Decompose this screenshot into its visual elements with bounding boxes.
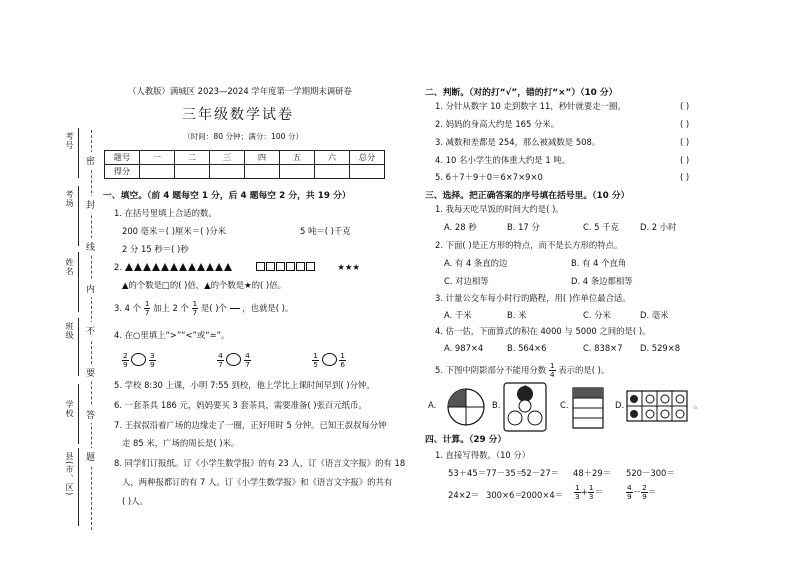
seal-char: 密 bbox=[86, 152, 95, 169]
compare-circle[interactable] bbox=[322, 353, 337, 366]
calc-item-fraction: $\frac{1}{3}$ + $\frac{1}{3}$ ＝ bbox=[575, 483, 603, 501]
s1-q1a: 200 毫米＝( )厘米＝( )分米 bbox=[122, 226, 227, 236]
s2-answer-paren[interactable]: ( ) bbox=[680, 137, 690, 147]
s3-q2: 2. 下面( )是正方形的特点，而不是长方形的特点。 bbox=[435, 240, 623, 250]
score-table-cell: 三 bbox=[210, 151, 245, 165]
s1-q1b: 5 吨＝( )千克 bbox=[300, 226, 351, 236]
denominator: 4 bbox=[549, 370, 555, 379]
s1-q2-text: ▲的个数是□的( )倍，▲的个数是★的( )倍。 bbox=[122, 280, 286, 290]
exam-subtitle: （人教版）满城区 2023—2024 学年度第一学期期末调研卷 bbox=[128, 86, 352, 96]
fraction bbox=[244, 352, 251, 369]
fraction bbox=[144, 300, 151, 317]
margin-line bbox=[78, 384, 79, 444]
s1-q8a: 8. 同学们订报纸。订《小学生数学报》的有 23 人，订《语言文字报》的有 18 bbox=[114, 458, 406, 468]
numerator: 4 bbox=[245, 351, 250, 360]
calc-item-fraction: $\frac{4}{9}$ － $\frac{2}{9}$ ＝ bbox=[627, 483, 657, 501]
s3-option: A. 千米 bbox=[444, 310, 472, 320]
fraction bbox=[641, 484, 648, 501]
denominator: 9 bbox=[642, 492, 647, 501]
fraction bbox=[626, 484, 633, 501]
margin-line bbox=[78, 252, 79, 312]
margin-line bbox=[78, 186, 79, 246]
numerator: 1 bbox=[340, 351, 345, 360]
margin-kaochang: 考场 bbox=[65, 190, 74, 208]
exam-time: （时间：80 分钟；满分：100 分） bbox=[183, 132, 304, 141]
s3-option: A. 28 秒 bbox=[444, 222, 477, 232]
section2-heading: 二、判断。（对的打“√”，错的打“×”）（10 分） bbox=[425, 88, 618, 98]
margin-line bbox=[78, 448, 79, 526]
s1-q4-compare bbox=[122, 352, 346, 369]
figure-c-label: C. bbox=[560, 400, 569, 410]
score-table-cell: 得分 bbox=[105, 165, 140, 179]
circle-quarter-shaded-figure bbox=[446, 387, 486, 427]
denominator: 5 bbox=[313, 360, 318, 369]
s1-q3-part: 加上 2 个 bbox=[153, 303, 189, 313]
numerator: 1 bbox=[549, 361, 555, 370]
calc-item: 53＋45＝ bbox=[448, 468, 487, 478]
s1-q3-part: 3. 4 个 bbox=[114, 303, 142, 313]
s2-item: 1. 分针从数字 10 走到数字 11，秒针就要走一圈。 bbox=[435, 101, 626, 111]
grid-quarter-shaded-figure bbox=[626, 390, 688, 422]
margin-xingming: 姓名 bbox=[65, 258, 74, 276]
denominator: 9 bbox=[150, 360, 155, 369]
s2-item: 2. 妈妈的身高大约是 165 分米。 bbox=[435, 119, 560, 129]
numerator: 1 bbox=[313, 351, 318, 360]
score-table-cell: 六 bbox=[315, 151, 350, 165]
s3-option: A. 有 4 条直的边 bbox=[444, 258, 508, 268]
section4-heading: 四、计算。（29 分） bbox=[425, 435, 507, 445]
section1-heading: 一、填空。（前 4 题每空 1 分，后 4 题每空 2 分，共 19 分） bbox=[103, 191, 351, 201]
numerator: 1 bbox=[144, 299, 150, 308]
figure-a-label: A. bbox=[428, 400, 437, 410]
square-icon bbox=[256, 262, 316, 272]
score-input-cell[interactable] bbox=[315, 165, 350, 179]
s3-option: D. 毫米 bbox=[640, 310, 669, 320]
score-table-cell: 一 bbox=[140, 151, 175, 165]
s2-item: 4. 10 名小学生的体重大约是 1 吨。 bbox=[435, 155, 571, 165]
s3-option: D. 4 条边都相等 bbox=[571, 276, 633, 286]
s1-q1c: 2 分 15 秒＝( )秒 bbox=[122, 244, 189, 254]
denominator: 7 bbox=[218, 360, 223, 369]
calc-item: 520－300＝ bbox=[626, 468, 675, 478]
s1-q8b: 人，两种报都订的有 7 人。订《小学生数学报》和《语言文字报》的共有 bbox=[122, 477, 393, 487]
s3-q5-trailing: 。 bbox=[694, 400, 703, 410]
s3-option: B. 17 分 bbox=[507, 222, 540, 232]
seal-char: 线 bbox=[86, 238, 95, 255]
s3-q1: 1. 我每天吃早饭的时间大约是( )。 bbox=[435, 204, 564, 214]
compare-circle[interactable] bbox=[131, 353, 146, 366]
denominator: 3 bbox=[575, 492, 580, 501]
denominator: 3 bbox=[588, 492, 594, 501]
star-icon: ★★★ bbox=[337, 262, 360, 272]
s1-q7a: 7. 王叔叔沿着广场的边缘走了一圈，正好用时 5 分钟。已知王叔叔每分钟 bbox=[114, 420, 387, 430]
s2-answer-paren[interactable]: ( ) bbox=[680, 155, 690, 165]
s3-q3: 3. 计量公交车每小时行的路程，用( )作单位最合适。 bbox=[435, 293, 631, 303]
section3-heading: 三、选择。把正确答案的序号填在括号里。（10 分） bbox=[425, 191, 630, 201]
score-table-cell: 题号 bbox=[105, 151, 140, 165]
figure-d-label: D. bbox=[615, 400, 625, 410]
denominator: 6 bbox=[340, 360, 345, 369]
fraction bbox=[149, 352, 156, 369]
margin-xian: 县(市、区) bbox=[65, 452, 74, 497]
s1-q3 bbox=[114, 300, 293, 317]
score-input-cell[interactable] bbox=[210, 165, 245, 179]
exam-title: 三年级数学试卷 bbox=[182, 107, 294, 123]
triangle-icon bbox=[125, 262, 233, 272]
fraction bbox=[574, 484, 581, 501]
seal-char: 题 bbox=[86, 448, 95, 465]
s3-option: C. 对边相等 bbox=[444, 276, 489, 286]
numerator: 1 bbox=[192, 299, 198, 308]
s3-option: B. 有 4 个直角 bbox=[571, 258, 627, 268]
s1-q3-part: ，也就是( )。 bbox=[242, 303, 294, 313]
s3-option: B. 564×6 bbox=[507, 343, 547, 353]
seal-char: 要 bbox=[86, 364, 95, 381]
calc-item: 300×6＝ bbox=[486, 490, 523, 500]
margin-line bbox=[78, 318, 79, 376]
score-input-cell[interactable] bbox=[350, 165, 385, 179]
numerator: 4 bbox=[627, 483, 632, 492]
margin-line bbox=[78, 128, 79, 178]
margin-xuexiao: 学校 bbox=[65, 400, 74, 418]
s1-q2-number: 2. bbox=[114, 262, 122, 272]
fraction bbox=[339, 352, 346, 369]
s2-item: 3. 减数和差都是 254，那么被减数是 508。 bbox=[435, 137, 601, 147]
denominator: 7 bbox=[144, 308, 150, 317]
numerator: 1 bbox=[588, 483, 594, 492]
s3-q5-part: 5. 下图中阴影部分不能用分数 bbox=[435, 365, 547, 375]
s3-option: C. 838×7 bbox=[583, 343, 623, 353]
score-table-cell: 四 bbox=[245, 151, 280, 165]
seal-char: 内 bbox=[86, 280, 95, 297]
margin-kaohao: 考号 bbox=[65, 132, 74, 150]
denominator: 9 bbox=[627, 492, 632, 501]
fraction-blank[interactable] bbox=[230, 300, 240, 317]
score-input-cell[interactable] bbox=[245, 165, 280, 179]
score-table-cell: 总分 bbox=[350, 151, 385, 165]
fraction bbox=[549, 362, 556, 379]
score-input-cell[interactable] bbox=[280, 165, 315, 179]
s1-q5: 5. 学校 8:30 上课，小明 7:55 到校，他上学比上课时间早到( )分钟。 bbox=[114, 380, 375, 390]
s2-answer-paren[interactable]: ( ) bbox=[680, 119, 690, 129]
s2-answer-paren[interactable]: ( ) bbox=[680, 101, 690, 111]
fraction bbox=[192, 300, 199, 317]
score-table-cell: 五 bbox=[280, 151, 315, 165]
bars-quarter-shaded-figure bbox=[570, 386, 606, 430]
numerator: 3 bbox=[150, 351, 155, 360]
s1-q3-part: 是( )个 bbox=[200, 303, 227, 313]
s1-q2-shapes bbox=[114, 262, 360, 273]
numerator: 2 bbox=[123, 351, 128, 360]
s4-q1: 1. 直接写得数。（10 分） bbox=[435, 450, 531, 460]
numerator: 4 bbox=[218, 351, 223, 360]
equals-sign: ＝ bbox=[594, 487, 603, 497]
score-table-cell: 二 bbox=[175, 151, 210, 165]
s3-option: B. 米 bbox=[507, 310, 527, 320]
seal-char: 封 bbox=[86, 196, 95, 213]
score-input-cell[interactable] bbox=[175, 165, 210, 179]
s1-q1: 1. 在括号里填上合适的数。 bbox=[114, 208, 217, 218]
seal-char: 答 bbox=[86, 406, 95, 423]
s3-q5 bbox=[435, 362, 609, 379]
s3-q5-part: 表示的是( )。 bbox=[558, 365, 610, 375]
s1-q7b: 走 85 米，广场的周长是( )米。 bbox=[122, 438, 240, 448]
fraction bbox=[312, 352, 319, 369]
score-table bbox=[104, 150, 385, 179]
s3-option: D. 2 小时 bbox=[640, 222, 677, 232]
s1-q8c: ( )人。 bbox=[122, 496, 148, 506]
fraction bbox=[122, 352, 129, 369]
margin-banji: 班级 bbox=[65, 322, 74, 340]
s2-item: 5. 6＋7＋9＋0＝6×7×9×0 bbox=[435, 172, 543, 182]
compare-circle[interactable] bbox=[226, 353, 241, 366]
numerator: 1 bbox=[575, 483, 580, 492]
calc-item: 77－35＝ bbox=[486, 468, 525, 478]
s1-q4: 4. 在○里填上“>”“<”或“=”。 bbox=[114, 330, 230, 340]
denominator: 9 bbox=[123, 360, 128, 369]
calc-item: 48＋29＝ bbox=[573, 468, 612, 478]
s1-q6: 6. 一套茶具 186 元，妈妈要买 3 套茶具，需要准备( )张百元纸币。 bbox=[114, 400, 367, 410]
s3-q4: 4. 估一估，下面算式的积在 4000 与 5000 之间的是( )。 bbox=[435, 326, 651, 336]
denominator: 7 bbox=[192, 308, 198, 317]
apples-figure bbox=[503, 382, 547, 432]
figure-b-label: B. bbox=[492, 400, 501, 410]
s3-option: C. 分米 bbox=[583, 310, 611, 320]
fraction bbox=[217, 352, 224, 369]
calc-item: 24×2＝ bbox=[448, 490, 480, 500]
s3-option: A. 987×4 bbox=[444, 343, 484, 353]
s3-option: C. 5 千克 bbox=[583, 222, 619, 232]
s2-answer-paren[interactable]: ( ) bbox=[680, 172, 690, 182]
seal-char: 不 bbox=[86, 322, 95, 339]
equals-sign: ＝ bbox=[647, 487, 657, 497]
calc-item: 2000×4＝ bbox=[521, 490, 564, 500]
denominator: 7 bbox=[245, 360, 250, 369]
score-input-cell[interactable] bbox=[140, 165, 175, 179]
s3-option: D. 529×8 bbox=[640, 343, 681, 353]
calc-item: 52－27＝ bbox=[521, 468, 560, 478]
numerator: 2 bbox=[642, 483, 647, 492]
